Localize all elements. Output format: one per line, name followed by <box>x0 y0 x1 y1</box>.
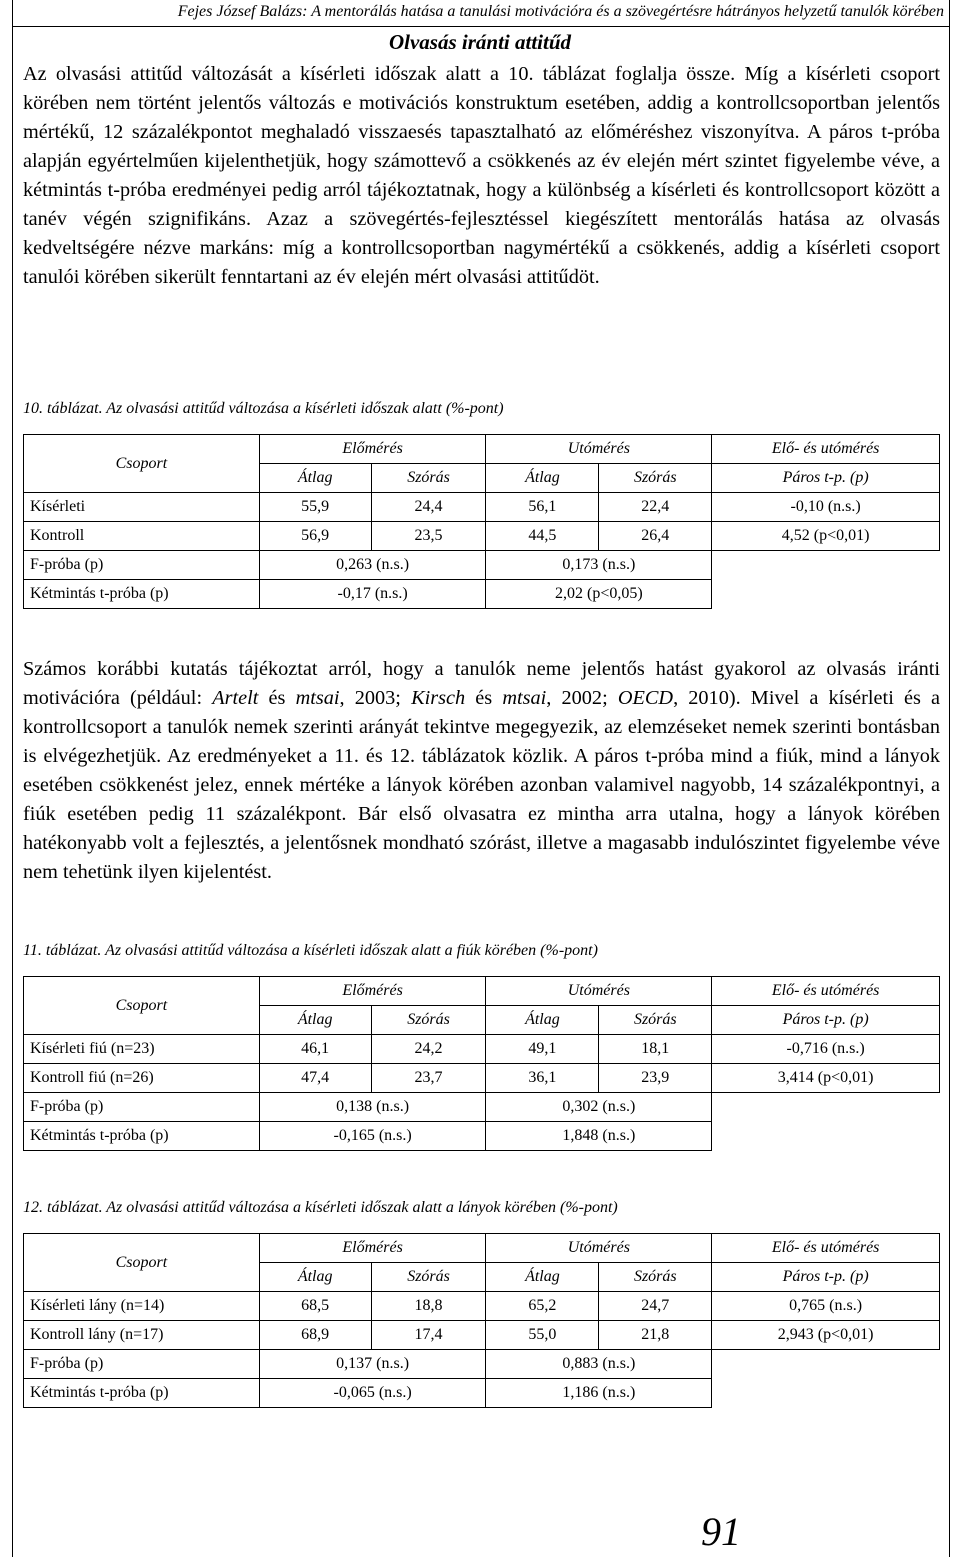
cell: 24,7 <box>599 1292 712 1321</box>
table-row <box>24 493 940 522</box>
cell: -0,10 (n.s.) <box>712 493 940 522</box>
citation-author: mtsai <box>295 687 340 709</box>
text-span: és <box>258 687 296 709</box>
header-paired: Páros t-p. (p) <box>712 1006 940 1035</box>
table-row <box>24 580 940 609</box>
page-left-border <box>12 0 13 1557</box>
header-mean: Átlag <box>259 1263 371 1292</box>
cell: -0,165 (n.s.) <box>259 1122 486 1151</box>
cell: 2,02 (p<0,05) <box>486 580 712 609</box>
header-post: Utómérés <box>486 435 712 464</box>
text-span: , 2003; <box>339 687 412 709</box>
cell: 23,5 <box>371 522 486 551</box>
table-row <box>24 1122 940 1151</box>
cell: 18,1 <box>599 1035 712 1064</box>
row-label: Kísérleti fiú (n=23) <box>24 1035 260 1064</box>
header-sd: Szórás <box>599 1263 712 1292</box>
cell: -0,065 (n.s.) <box>259 1379 486 1408</box>
header-prepost: Elő- és utómérés <box>712 977 940 1006</box>
cell: 26,4 <box>599 522 712 551</box>
header-sd: Szórás <box>371 1006 486 1035</box>
cell: 56,1 <box>486 493 599 522</box>
paragraph-1: Az olvasási attitűd változását a kísérleti időszak alatt a 10. táblázat foglalja össze. Míg a kísérleti csoport körében nem történt jelentős változás e motivációs konstruktum esetében, addig a kontrollcsoportban jelentős mértékű, 12 százalékpontot meghaladó visszaesés tapasztalható az előméréshez viszonyítva. A páros t-próba alapján egyértelműen kijelenthetjük, hogy számottevő a csökkenés az év elején mért szintet figyelembe véve, a kétmintás t-próba eredményei pedig arról tájékoztatnak, hogy a különbség a kísérleti és kontrollcsoport között a tanév végén szignifikáns. Azaz a szövegértés-fejlesztéssel kiegészített mentorálás hatása az olvasás kedveltségére nézve markáns: míg a kontrollcsoportban nagymértékű a csökkenés, addig a kísérleti csoport tanulói körében sikerült fenntartani az év elején mért olvasási attitűdöt. <box>23 63 940 288</box>
table-row <box>24 522 940 551</box>
cell: 44,5 <box>486 522 599 551</box>
cell: 24,2 <box>371 1035 486 1064</box>
table-row <box>24 551 940 580</box>
header-mean: Átlag <box>259 464 371 493</box>
row-label: F-próba (p) <box>24 1350 260 1379</box>
cell: 0,173 (n.s.) <box>486 551 712 580</box>
header-pre: Előmérés <box>259 435 486 464</box>
table-11 <box>23 976 940 1151</box>
empty-cell <box>712 1122 940 1151</box>
header-sd: Szórás <box>371 464 486 493</box>
cell: 1,848 (n.s.) <box>486 1122 712 1151</box>
cell: 46,1 <box>259 1035 371 1064</box>
header-post: Utómérés <box>486 977 712 1006</box>
paragraph-2 <box>23 655 940 887</box>
row-label: Kontroll <box>24 522 260 551</box>
cell: 1,186 (n.s.) <box>486 1379 712 1408</box>
text-span: , 2010). Mivel a kísérleti és a kontrollcsoport a tanulók nemek szerinti arányát tekintve megegyezik, az elemzéseket nemek szerinti bontásban is elvégezhetjük. Az eredményeket a 11. és 12. táblázatok közlik. A páros t-próba mind a fiúk, mind a lányok esetében csökkenést jelez, ennek mértéke a lányok körében azonban valamivel nagyobb, 14 százalékpontnyi, a fiúk esetében pedig 11 százalékpont. Bár első olvasatra ez mintha arra utalna, hogy a lányok körében hatékonyabb volt a fejlesztés, a jelentősnek mondható szórást, illetve a magasabb indulószintet figyelembe véve nem tehetünk ilyen kijelentést. <box>23 687 940 883</box>
header-pre: Előmérés <box>259 977 486 1006</box>
cell: 65,2 <box>486 1292 599 1321</box>
cell: -0,716 (n.s.) <box>712 1035 940 1064</box>
table-10 <box>23 434 940 609</box>
cell: 3,414 (p<0,01) <box>712 1064 940 1093</box>
cell: 55,0 <box>486 1321 599 1350</box>
header-sd: Szórás <box>599 464 712 493</box>
cell: 68,9 <box>259 1321 371 1350</box>
text-span: , 2002; <box>546 687 618 709</box>
section-title: Olvasás iránti attitűd <box>388 30 572 54</box>
text-span: Számos korábbi kutatás tájékoztat arról, hogy a tanulók neme jelentős hatást gyakorol az olvasás iránti motivációra (például: <box>23 658 940 709</box>
cell: 47,4 <box>259 1064 371 1093</box>
table-11-caption: 11. táblázat. Az olvasási attitűd változása a kísérleti időszak alatt a fiúk körében (%-pont) <box>23 942 598 959</box>
table-row <box>24 1064 940 1093</box>
running-head: Fejes József Balázs: A mentorálás hatása a tanulási motivációra és a szövegértésre hátrányos helyzetű tanulók körében <box>177 3 944 20</box>
cell: 55,9 <box>259 493 371 522</box>
header-prepost: Elő- és utómérés <box>712 1234 940 1263</box>
row-label: Kétmintás t-próba (p) <box>24 580 260 609</box>
cell: 21,8 <box>599 1321 712 1350</box>
cell: 0,765 (n.s.) <box>712 1292 940 1321</box>
table-row <box>24 1035 940 1064</box>
table-row <box>24 1350 940 1379</box>
header-pre: Előmérés <box>259 1234 486 1263</box>
citation-author: mtsai <box>502 687 547 709</box>
row-label: Kontroll lány (n=17) <box>24 1321 260 1350</box>
cell: 49,1 <box>486 1035 599 1064</box>
row-label: Kontroll fiú (n=26) <box>24 1064 260 1093</box>
row-label: Kísérleti <box>24 493 260 522</box>
cell: 0,263 (n.s.) <box>259 551 486 580</box>
cell: 0,883 (n.s.) <box>486 1350 712 1379</box>
empty-cell <box>712 551 940 580</box>
cell: 2,943 (p<0,01) <box>712 1321 940 1350</box>
table-10-caption: 10. táblázat. Az olvasási attitűd változása a kísérleti időszak alatt (%-pont) <box>23 400 504 417</box>
empty-cell <box>712 1350 940 1379</box>
cell: 17,4 <box>371 1321 486 1350</box>
header-mean: Átlag <box>486 1263 599 1292</box>
empty-cell <box>712 1379 940 1408</box>
table-row <box>24 1379 940 1408</box>
text-span: és <box>465 687 503 709</box>
cell: 23,9 <box>599 1064 712 1093</box>
cell: 4,52 (p<0,01) <box>712 522 940 551</box>
citation-author: OECD <box>617 687 674 709</box>
cell: 0,302 (n.s.) <box>486 1093 712 1122</box>
header-post: Utómérés <box>486 1234 712 1263</box>
header-prepost: Elő- és utómérés <box>712 435 940 464</box>
cell: 22,4 <box>599 493 712 522</box>
row-label: F-próba (p) <box>24 551 260 580</box>
cell: -0,17 (n.s.) <box>259 580 486 609</box>
cell: 68,5 <box>259 1292 371 1321</box>
page-right-border <box>949 0 950 1557</box>
cell: 18,8 <box>371 1292 486 1321</box>
table-row <box>24 1321 940 1350</box>
cell: 0,137 (n.s.) <box>259 1350 486 1379</box>
cell: 56,9 <box>259 522 371 551</box>
empty-cell <box>712 1093 940 1122</box>
row-label: Kísérleti lány (n=14) <box>24 1292 260 1321</box>
header-rule <box>12 26 950 27</box>
citation-author: Kirsch <box>411 687 466 709</box>
table-12 <box>23 1233 940 1408</box>
cell: 24,4 <box>371 493 486 522</box>
header-paired: Páros t-p. (p) <box>712 1263 940 1292</box>
cell: 0,138 (n.s.) <box>259 1093 486 1122</box>
header-sd: Szórás <box>371 1263 486 1292</box>
cell: 36,1 <box>486 1064 599 1093</box>
header-group: Csoport <box>24 435 260 493</box>
row-label: Kétmintás t-próba (p) <box>24 1122 260 1151</box>
header-mean: Átlag <box>259 1006 371 1035</box>
header-group: Csoport <box>24 977 260 1035</box>
header-mean: Átlag <box>486 1006 599 1035</box>
row-label: Kétmintás t-próba (p) <box>24 1379 260 1408</box>
header-group: Csoport <box>24 1234 260 1292</box>
header-sd: Szórás <box>599 1006 712 1035</box>
page-number: 91 <box>701 1509 741 1554</box>
table-row <box>24 1292 940 1321</box>
table-12-caption: 12. táblázat. Az olvasási attitűd változása a kísérleti időszak alatt a lányok körében (%-pont) <box>23 1199 618 1216</box>
table-row <box>24 1093 940 1122</box>
row-label: F-próba (p) <box>24 1093 260 1122</box>
header-mean: Átlag <box>486 464 599 493</box>
cell: 23,7 <box>371 1064 486 1093</box>
header-paired: Páros t-p. (p) <box>712 464 940 493</box>
empty-cell <box>712 580 940 609</box>
citation-author: Artelt <box>212 687 259 709</box>
